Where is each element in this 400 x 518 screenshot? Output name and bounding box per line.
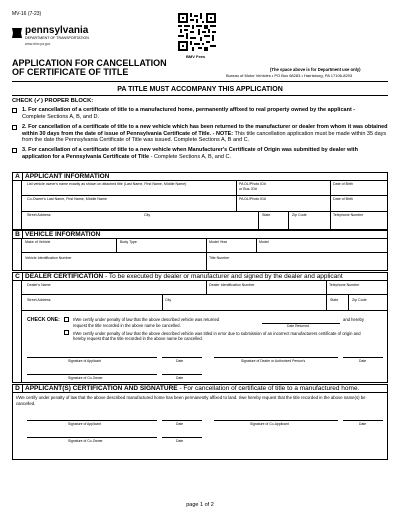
d-sig-coowner-label: Signature of Co-Owner [68, 439, 103, 443]
d-sig-applicant-label: Signature of Applicant [68, 422, 101, 426]
website: www.dmv.pa.gov [25, 42, 51, 46]
c-date2-line[interactable] [343, 357, 383, 358]
d-date2-line[interactable] [343, 420, 383, 421]
street-address-field[interactable]: Street Address [27, 213, 51, 217]
option-1-checkbox[interactable] [12, 108, 17, 113]
option-2-text: 2. For cancellation of a certificate of title to a new vehicle which has been returned to the manufacturer or dealer from whom it was obtained within 30 days from the date of issue of Pennsylvania Certificate of Title. - NOTE: This title cancellation application must be made within 35 days from the date the Pennsylvania Certificate of Title was issued. Complete Sections A, B and C. [22, 124, 388, 143]
form-id: MV-16 (7-23) [12, 11, 42, 17]
section-a-body [12, 180, 388, 230]
section-a-header: A APPLICANT INFORMATION [12, 172, 388, 181]
error-text: I/We certify under penalty of law that the above described vehicle was titled in error due to submission of an incorrect manufacturers certificate of origin and hereby request that the title recorded in the above name be cancelled. [73, 331, 361, 341]
c-dealer-signature-line[interactable] [214, 357, 338, 358]
form-title-line2: OF CERTIFICATE OF TITLE [12, 67, 129, 77]
c-coowner-signature-line[interactable] [27, 374, 157, 375]
department-name: DEPARTMENT OF TRANSPORTATION [25, 36, 89, 40]
dealer-id-field[interactable]: Dealer Identification Number [209, 283, 255, 287]
c-date3-label: Date [176, 376, 184, 380]
option-1-text: 1. For cancellation of a certificate of title to a manufactured home, permanently affixed to real property owned by the applicant - Complete Sections A, B, and D. [22, 107, 356, 120]
phone-field[interactable]: Telephone Number [333, 213, 364, 217]
d-date2-label: Date [359, 422, 367, 426]
d-date3-label: Date [176, 439, 184, 443]
d-applicant-signature-line[interactable] [27, 420, 157, 421]
check-one-label: CHECK ONE: [27, 317, 60, 323]
option-3-text: 3. For cancellation of a certificate of title to a new vehicle when Manufacturer's Certificate of Origin was submitted by dealer with application for a Pennsylvania Certificate of Title - Complete Sections A, B, and C. [22, 147, 358, 160]
dealer-state-field[interactable]: State [330, 298, 339, 302]
model-year-field[interactable]: Model Year [209, 240, 227, 244]
owner-bus-id-label: or Bus. ID# [239, 187, 257, 191]
owner-name-field[interactable]: List vehicle owner's name exactly as shown on attached title (Last Name, First Name, Middle Name) [27, 182, 187, 186]
dealer-city-field[interactable]: City [165, 298, 172, 302]
d-date3-line[interactable] [162, 437, 202, 438]
page-number: page 1 of 2 [186, 502, 214, 508]
section-b-header: B VEHICLE INFORMATION [12, 230, 388, 239]
dealer-street-field[interactable]: Street Address [27, 298, 51, 302]
returned-text-end: and hereby [343, 317, 364, 322]
c-date1-label: Date [176, 359, 184, 363]
c-date3-line[interactable] [162, 374, 202, 375]
c-sig-dealer-label: Signature of Dealer or Authorized Person's [241, 359, 306, 363]
state-field[interactable]: State [262, 213, 271, 217]
vin-field[interactable]: Vehicle Identification Number [25, 256, 72, 260]
option-3-checkbox[interactable] [12, 148, 17, 153]
co-owner-name-field[interactable]: Co-Owner's Last Name, First Name, Middle Name [27, 197, 107, 201]
co-owner-dl-field[interactable]: PA DL/Photo ID# [239, 197, 266, 201]
co-owner-dob-field[interactable]: Date of Birth [333, 197, 353, 201]
qr-code [178, 13, 216, 51]
c-sig-applicant-label: Signature of Applicant [68, 359, 101, 363]
title-banner: PA TITLE MUST ACCOMPANY THIS APPLICATION [117, 86, 283, 93]
returned-checkbox[interactable] [64, 317, 69, 322]
section-b-body [12, 238, 388, 271]
c-date2-label: Date [359, 359, 367, 363]
owner-dl-field[interactable]: PA DL/Photo ID# [239, 182, 266, 186]
dealer-zip-field[interactable]: Zip Code [352, 298, 367, 302]
c-applicant-signature-line[interactable] [27, 357, 157, 358]
owner-dob-field[interactable]: Date of Birth [333, 182, 353, 186]
dealer-phone-field[interactable]: Telephone Number [329, 283, 360, 287]
date-returned-label: Date Returned [287, 324, 310, 328]
section-c-header: C DEALER CERTIFICATION - To be executed by dealer or manufacturer and signed by the dealer and applicant [12, 272, 388, 281]
model-field[interactable]: Model [259, 240, 269, 244]
dealer-name-field[interactable]: Dealer's Name [27, 283, 51, 287]
c-date1-line[interactable] [162, 357, 202, 358]
zip-field[interactable]: Zip Code [292, 213, 307, 217]
error-checkbox[interactable] [64, 330, 69, 335]
returned-text: I/We certify under penalty of law that the above described vehicle was returned [73, 317, 220, 322]
c-sig-coowner-label: Signature of Co-Owner [68, 376, 103, 380]
make-field[interactable]: Make of Vehicle [25, 240, 51, 244]
d-date1-label: Date [176, 422, 184, 426]
title-number-field[interactable]: Title Number [209, 256, 230, 260]
section-d-text: I/We certify under penalty of law that the above described manufactured home has been permanently affixed to land. I/we hereby request that the title recorded in the above name(s) be cancelled. [16, 395, 366, 406]
body-type-field[interactable]: Body Type [120, 240, 137, 244]
keystone-logo-icon [11, 27, 23, 39]
section-d-header: D APPLICANT(S) CERTIFICATION AND SIGNATURE - For cancellation of certificate of title to a manufactured home. [12, 384, 388, 393]
d-sig-coapplicant-label: Signature of Co-Applicant [250, 422, 289, 426]
bmv-fees-label: BMV Fees [186, 54, 206, 59]
dept-use-note: (The space above is for Department use only) [270, 67, 361, 72]
check-block-heading: CHECK (✓) PROPER BLOCK: [12, 98, 94, 104]
d-date1-line[interactable] [162, 420, 202, 421]
state-name: pennsylvania [25, 25, 89, 36]
d-coowner-signature-line[interactable] [27, 437, 157, 438]
d-coapplicant-signature-line[interactable] [214, 420, 338, 421]
form-title-line1: APPLICATION FOR CANCELLATION [12, 58, 167, 68]
returned-text-line2: request the title recorded in the above name be cancelled. [73, 323, 181, 328]
city-field[interactable]: City [144, 213, 151, 217]
bureau-address: Bureau of Motor Vehicles • PO Box 68283 • Harrisburg, PA 17106-8293 [226, 73, 353, 78]
option-2-checkbox[interactable] [12, 125, 17, 130]
